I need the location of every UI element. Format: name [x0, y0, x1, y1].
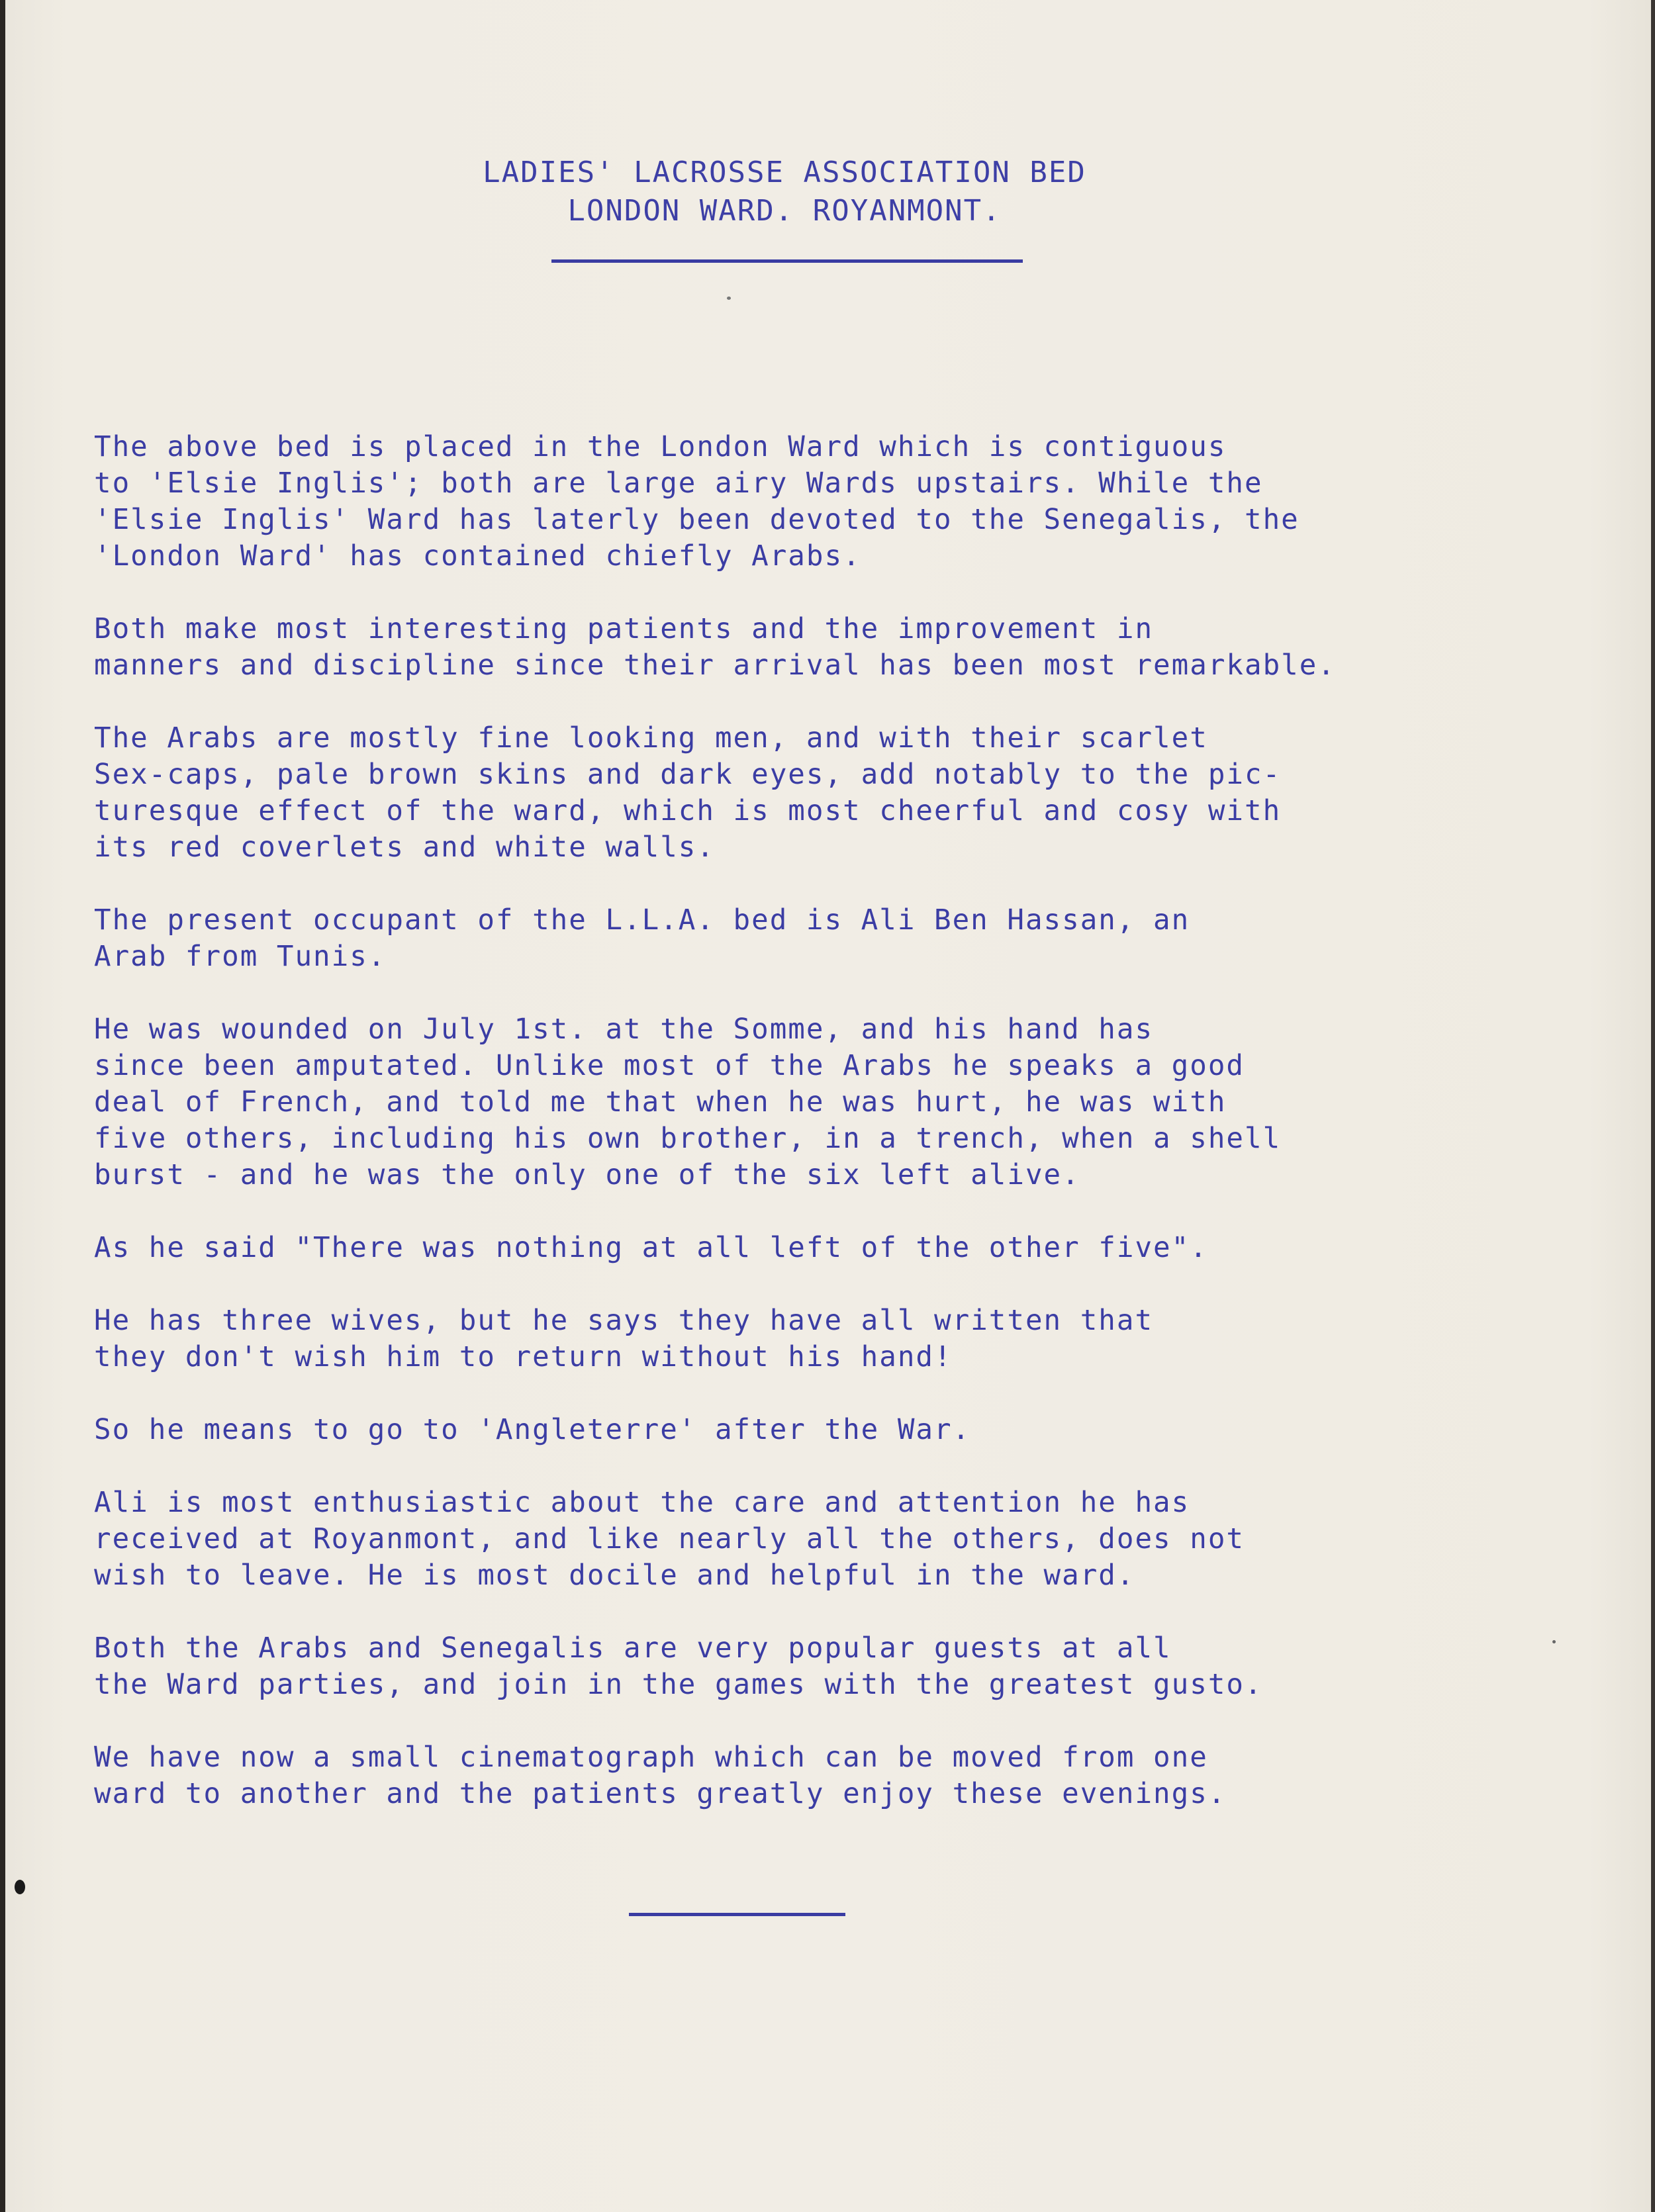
ink-speck: [15, 1880, 25, 1894]
document-body: [94, 429, 1524, 1849]
paragraph-10: Both the Arabs and Senegalis are very popular guests at all the Ward parties, and join in the games with the greatest gusto.: [94, 1632, 1263, 1701]
paragraph-2: Both make most interesting patients and the improvement in manners and discipline since their arrival has been most remarkable.: [94, 613, 1336, 682]
paragraph-5: He was wounded on July 1st. at the Somme, and his hand has since been amputated. Unlike most of the Arabs he speaks a good deal of French, and told me that when he was hurt, he was with five others, including his own brother, in a trench, when a shell burst - and he was the only one of the six left alive.: [94, 1013, 1282, 1191]
paragraph-11: We have now a small cinematograph which can be moved from one ward to another and the patients greatly enjoy these evenings.: [94, 1741, 1227, 1810]
closing-rule: [629, 1913, 845, 1916]
paragraph-3: The Arabs are mostly fine looking men, and with their scarlet Sex-caps, pale brown skins and dark eyes, add notably to the pic- turesque effect of the ward, which is most cheerful and cosy with its red coverlets and white walls.: [94, 722, 1282, 864]
heading-line-2: LONDON WARD. ROYANMONT.: [567, 194, 1002, 228]
page-right-edge: [1651, 0, 1655, 2212]
page-left-edge: [0, 0, 5, 2212]
paragraph-9: Ali is most enthusiastic about the care and attention he has received at Royanmont, and like nearly all the others, does not wish to leave. He is most docile and helpful in the ward.: [94, 1487, 1245, 1592]
paragraph-1: The above bed is placed in the London Ward which is contiguous to 'Elsie Inglis'; both are large airy Wards upstairs. While the 'Elsie Inglis' Ward has laterly been devoted to the Senegalis, the 'London Ward' has contained chiefly Arabs.: [94, 431, 1300, 573]
paragraph-4: The present occupant of the L.L.A. bed is Ali Ben Hassan, an Arab from Tunis.: [94, 904, 1190, 973]
heading-line-1: LADIES' LACROSSE ASSOCIATION BED: [483, 156, 1086, 189]
ink-speck: [1552, 1640, 1556, 1643]
document-heading: [0, 154, 1569, 230]
heading-underline: [551, 259, 1023, 263]
paragraph-6: As he said "There was nothing at all left of the other five".: [94, 1232, 1208, 1264]
paragraph-7: He has three wives, but he says they have all written that they don't wish him to return without his hand!: [94, 1305, 1154, 1373]
ink-speck: [727, 297, 731, 300]
paragraph-8: So he means to go to 'Angleterre' after the War.: [94, 1414, 971, 1446]
